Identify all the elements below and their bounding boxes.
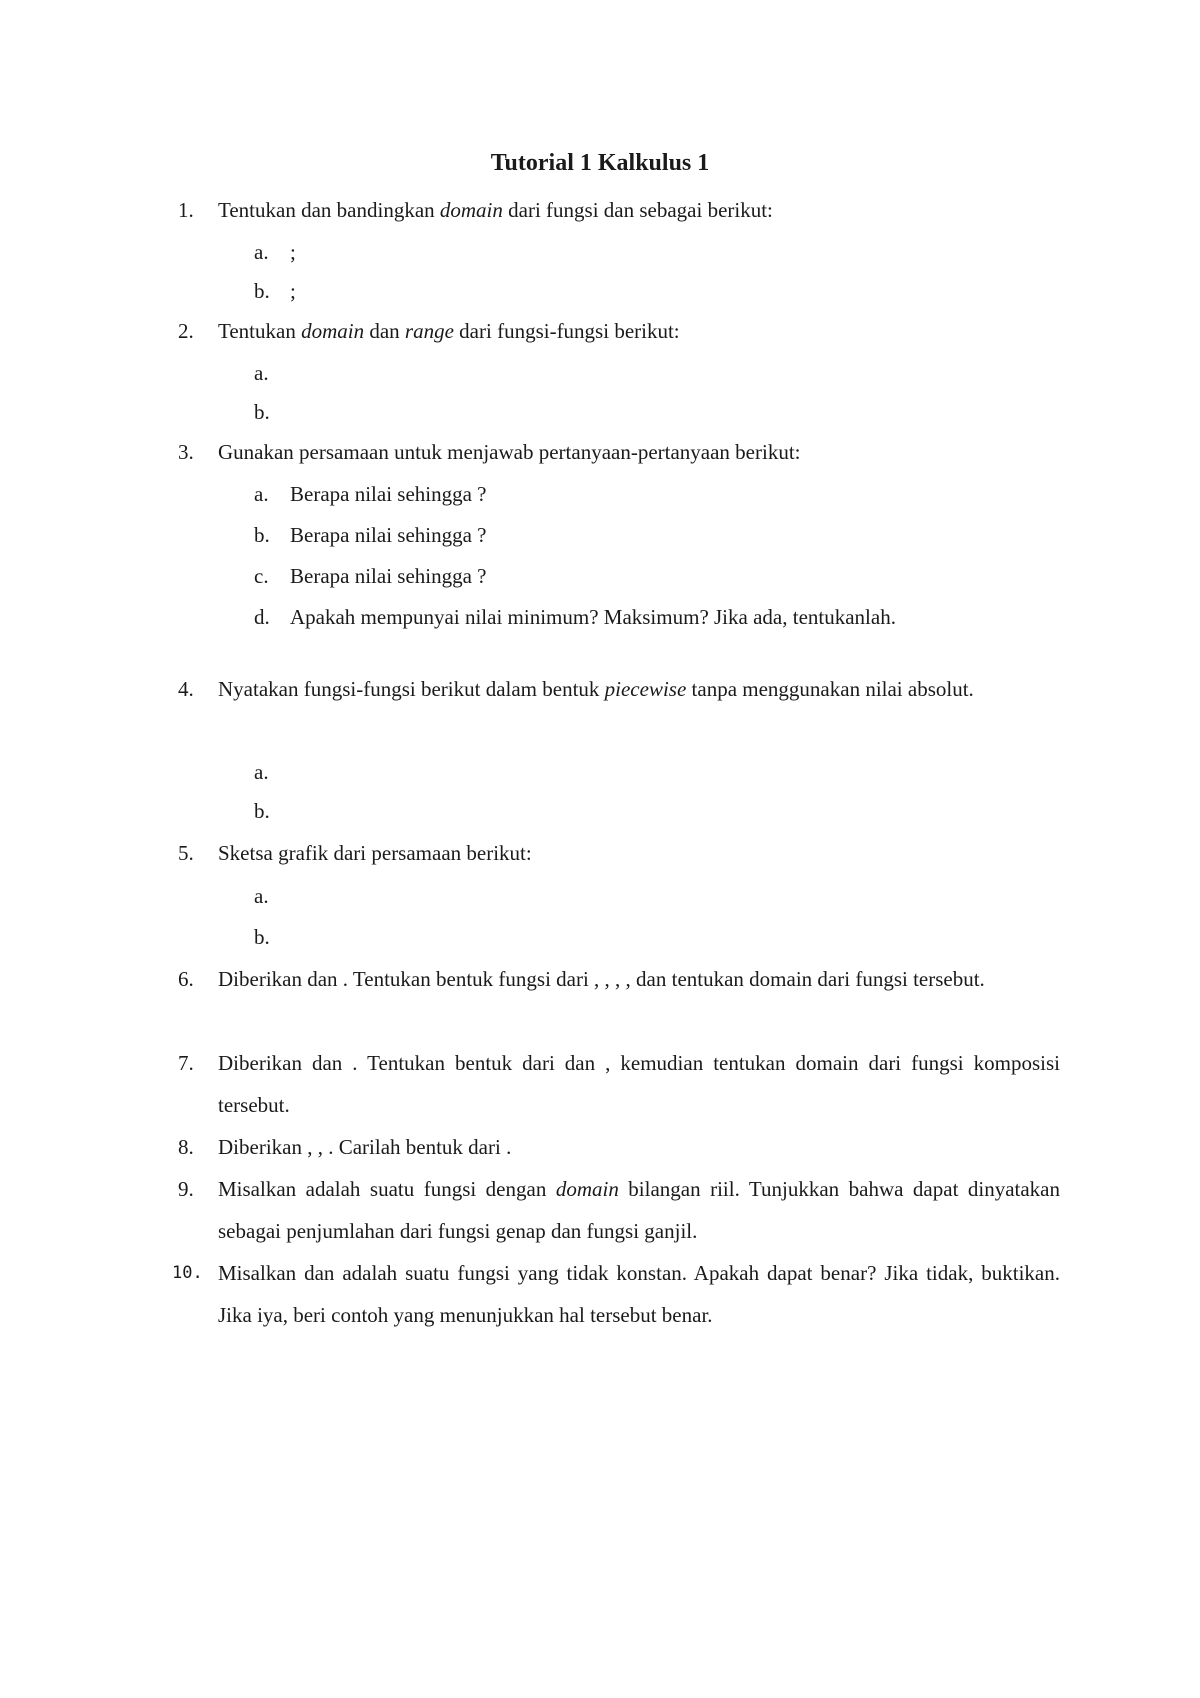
question-number: 7. bbox=[178, 1051, 194, 1075]
question-text: Sketsa grafik dari persamaan berikut: bbox=[218, 841, 532, 865]
sub-item-text: ; bbox=[290, 240, 296, 264]
question-10 bbox=[172, 1252, 1060, 1336]
question-2 bbox=[178, 310, 1060, 352]
sub-item-text: Berapa nilai sehingga ? bbox=[290, 482, 487, 506]
document-title: Tutorial 1 Kalkulus 1 bbox=[490, 150, 710, 176]
question-number: 4. bbox=[178, 677, 194, 701]
question-text: Nyatakan fungsi-fungsi berikut dalam bentuk piecewise tanpa menggunakan nilai absolut. bbox=[218, 677, 974, 701]
question-text: Tentukan dan bandingkan domain dari fungsi dan sebagai berikut: bbox=[218, 198, 773, 222]
question-text: Diberikan dan . Tentukan bentuk fungsi dari , , , , dan tentukan domain dari fungsi tersebut. bbox=[218, 967, 985, 991]
question-number: 10. bbox=[172, 1263, 203, 1283]
question-7 bbox=[178, 1042, 1060, 1126]
sub-item-letter: a. bbox=[254, 884, 269, 908]
question-number: 1. bbox=[178, 198, 194, 222]
question-8 bbox=[178, 1126, 1060, 1168]
sub-item-letter: a. bbox=[254, 760, 269, 784]
question-6 bbox=[178, 958, 1060, 1000]
question-text: Tentukan domain dan range dari fungsi-fungsi berikut: bbox=[218, 319, 680, 343]
question-5 bbox=[178, 832, 1060, 874]
question-number: 6. bbox=[178, 967, 194, 991]
question-number: 5. bbox=[178, 841, 194, 865]
question-number: 2. bbox=[178, 319, 194, 343]
sub-item-text: Berapa nilai sehingga ? bbox=[290, 564, 487, 588]
question-text: Gunakan persamaan untuk menjawab pertanyaan-pertanyaan berikut: bbox=[218, 440, 801, 464]
sub-item-letter: b. bbox=[254, 523, 270, 547]
sub-item-text: Berapa nilai sehingga ? bbox=[290, 523, 487, 547]
sub-item-letter: a. bbox=[254, 240, 269, 264]
question-text: Diberikan , , . Carilah bentuk dari . bbox=[218, 1135, 512, 1159]
sub-item-letter: b. bbox=[254, 400, 270, 424]
sub-item-letter: a. bbox=[254, 482, 269, 506]
question-3 bbox=[178, 431, 1060, 473]
question-9 bbox=[178, 1168, 1061, 1252]
sub-item-text: ; bbox=[290, 279, 296, 303]
question-1 bbox=[178, 189, 1060, 231]
sub-item-letter: c. bbox=[254, 564, 269, 588]
sub-item-letter: b. bbox=[254, 279, 270, 303]
sub-item-letter: b. bbox=[254, 925, 270, 949]
sub-item-letter: d. bbox=[254, 605, 270, 629]
question-text: Diberikan dan . Tentukan bentuk dari dan , kemudian tentukan domain dari fungsi komposisi tersebut. bbox=[218, 1051, 1060, 1117]
question-4 bbox=[178, 668, 1060, 710]
sub-item-letter: a. bbox=[254, 361, 269, 385]
sub-item-text: Apakah mempunyai nilai minimum? Maksimum? Jika ada, tentukanlah. bbox=[290, 605, 896, 629]
question-number: 8. bbox=[178, 1135, 194, 1159]
sub-item-letter: b. bbox=[254, 799, 270, 823]
question-number: 3. bbox=[178, 440, 194, 464]
question-text: Misalkan adalah suatu fungsi dengan domain bilangan riil. Tunjukkan bahwa dapat dinyatakan sebagai penjumlahan dari fungsi genap dan fungsi ganjil. bbox=[218, 1177, 1061, 1243]
question-number: 9. bbox=[178, 1177, 194, 1201]
question-text: Misalkan dan adalah suatu fungsi yang tidak konstan. Apakah dapat benar? Jika tidak, buktikan. Jika iya, beri contoh yang menunjukkan hal tersebut benar. bbox=[218, 1261, 1060, 1327]
